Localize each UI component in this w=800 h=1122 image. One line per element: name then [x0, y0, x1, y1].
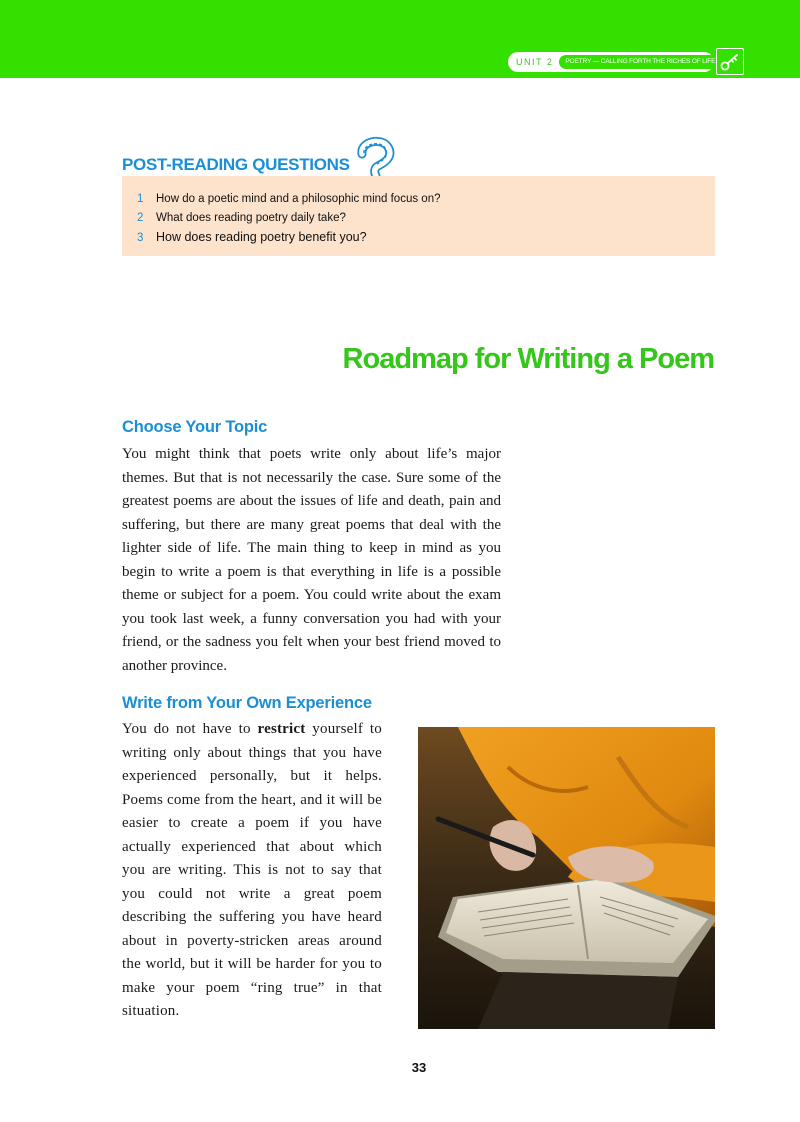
unit-title: POETRY — CALLING FORTH THE RICHES OF LIFE [559, 55, 721, 69]
writing-photo [418, 727, 715, 1029]
key-icon [716, 48, 744, 75]
questions-list [137, 190, 440, 247]
bold-keyword: restrict [257, 721, 306, 737]
question-number: 1 [137, 193, 144, 205]
section-body [122, 718, 382, 1024]
unit-badge [508, 52, 714, 72]
page-title: Roadmap for Writing a Poem [342, 343, 714, 375]
section-heading: Write from Your Own Experience [122, 694, 372, 712]
list-item [137, 190, 440, 209]
question-text: What does reading poetry daily take? [156, 212, 346, 224]
unit-label: UNIT 2 [516, 57, 554, 67]
question-number: 3 [137, 232, 144, 244]
page-number: 33 [411, 1060, 427, 1075]
list-item [137, 228, 440, 247]
question-text: How does reading poetry benefit you? [156, 230, 367, 244]
question-number: 2 [137, 212, 144, 224]
post-reading-heading: POST-READING QUESTIONS [122, 155, 350, 174]
question-text: How do a poetic mind and a philosophic mind focus on? [156, 193, 441, 205]
body-text: yourself to writing only about things that you have experienced personally, but it helps. Poems come from the heart, and it will be easier to create a poem if you have actually experienced that about which you are writing. This is not to say that you could not write a great poem describing the suffering you have heard about in poverty-stricken areas around the world, but it will be harder for you to make your poem “ring true” in that situation. [122, 721, 382, 1019]
list-item [137, 209, 440, 228]
section-heading: Choose Your Topic [122, 418, 268, 436]
body-text: You do not have to [122, 721, 258, 737]
section-body: You might think that poets write only about life’s major themes. But that is not necessarily the case. Sure some of the greatest poems are about the issues of life and death, pain and suffering, but there are many great poems that deal with the lighter side of life. The main thing to keep in mind as you begin to write a poem is that everything in life is a possible theme or subject for a poem. You could write about the exam you took last week, a funny conversation you had with your friend, or the sadness you felt when your best friend moved to another province. [122, 446, 501, 674]
